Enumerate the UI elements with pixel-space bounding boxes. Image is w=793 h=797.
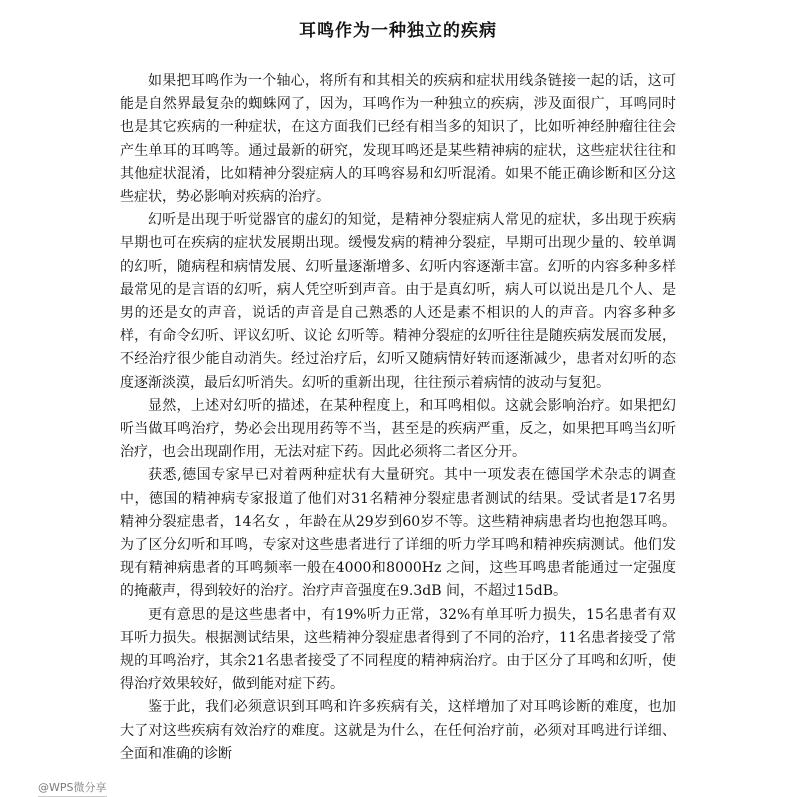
paragraph-4: 获悉,德国专家早已对着两种症状有大量研究。其中一项发表在德国学术杂志的调查中，德国的精神病专家报道了他们对31名精神分裂症患者测试的结果。受试者是17名男 精神分裂症患者，14名女 ，年龄在从29岁到60岁不等。这些精神病患者均也抱怨耳鸣。为了区分幻听和耳鸣，专家对这些患者进行了详细的听力学耳鸣和精神疾病测试。他们发现有精神病患者的耳鸣频率一般在4000和8000Hz 之间，这些耳鸣患者能通过一定强度的掩蔽声，得到较好的治疗。治疗声音强度在9.3dB 间，不超过15dB。 <box>120 467 676 600</box>
paragraph-6: 鉴于此，我们必须意识到耳鸣和许多疾病有关，这样增加了对耳鸣诊断的难度，也加大了对这些疾病有效治疗的难度。这就是为什么，在任何治疗前，必须对耳鸣进行详细、全面和准确的诊断 <box>120 699 676 762</box>
paragraph-5: 更有意思的是这些患者中，有19%听力正常，32%有单耳听力损失，15名患者有双耳听力损失。根据测试结果，这些精神分裂症患者得到了不同的治疗，11名患者接受了常规的耳鸣治疗，其余21名患者接受了不同程度的精神病治疗。由于区分了耳鸣和幻听，使得治疗效果较好，做到能对症下药。 <box>120 606 676 693</box>
document-body <box>120 18 676 766</box>
wps-share-watermark: @WPS微分享 <box>38 779 107 797</box>
page-title: 耳鸣作为一种独立的疾病 <box>299 21 497 41</box>
paragraph-3: 显然，上述对幻听的描述，在某种程度上，和耳鸣相似。这就会影响治疗。如果把幻听当做耳鸣治疗，势必会出现用药等不当，甚至是的疾病严重，反之，如果把耳鸣当幻听治疗，也会出现副作用，无法对症下药。因此必须将二者区分开。 <box>120 397 676 461</box>
paragraph-2: 幻听是出现于听觉器官的虚幻的知觉，是精神分裂症病人常见的症状，多出现于疾病早期也可在疾病的症状发展期出现。缓慢发病的精神分裂症，早期可出现少量的、较单调的幻听，随病程和病情发展、幻听量逐渐增多、幻听内容逐渐丰富。幻听的内容多种多样最常见的是言语的幻听，病人凭空听到声音。由于是真幻听，病人可以说出是几个人、是男的还是女的声音，说话的声音是自己熟悉的人还是素不相识的人的声音。内容多种多样，有命令幻听、评议幻听、议论 幻听等。精神分裂症的幻听往往是随疾病发展而发展，不经治疗很少能自动消失。经过治疗后，幻听又随病情好转而逐渐减少，患者对幻听的态度逐渐淡漠，最后幻听消失。幻听的重新出现，往往预示着病情的波动与复犯。 <box>120 212 676 391</box>
paragraph-1: 如果把耳鸣作为一个轴心，将所有和其相关的疾病和症状用线条链接一起的话，这可能是自然界最复杂的蜘蛛网了，因为，耳鸣作为一种独立的疾病，涉及面很广，耳鸣同时也是其它疾病的一种症状，在这方面我们已经有相当多的知识了，比如听神经肿瘤往往会产生单耳的耳鸣等。通过最新的研究，发现耳鸣还是某些精神病的症状，这些症状往往和其他症状混淆，比如精神分裂症病人的耳鸣容易和幻听混淆。如果不能正确诊断和区分这些症状，势必影响对疾病的治疗。 <box>120 73 676 206</box>
